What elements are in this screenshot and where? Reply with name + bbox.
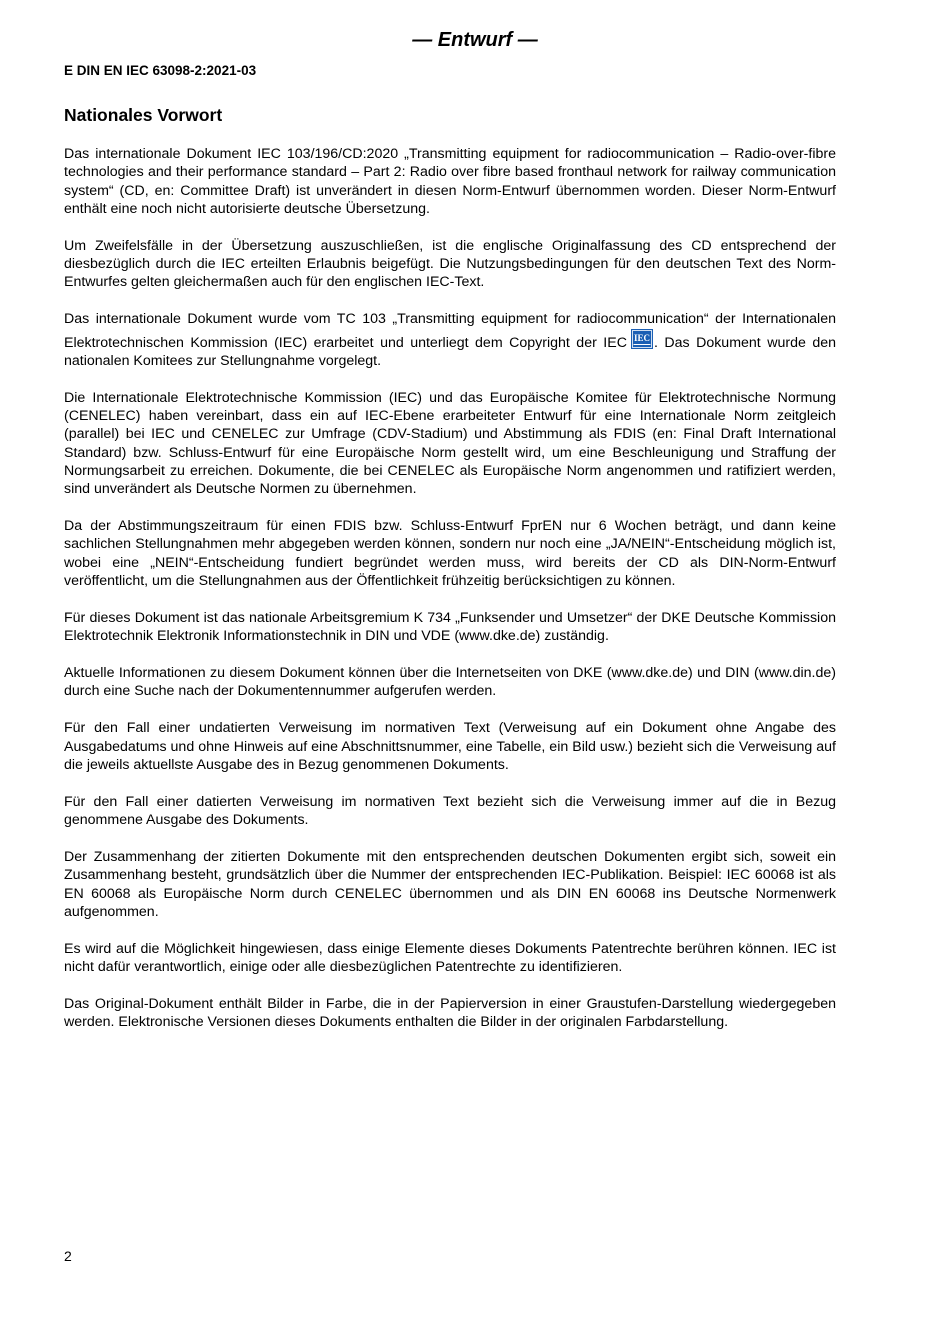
- paragraph-2: Um Zweifelsfälle in der Übersetzung auszuschließen, ist die englische Originalfassung des CD entsprechend der diesbezüglich durch die IEC erteilten Erlaubnis beigefügt. Die Nutzungsbedingungen für den deutschen Text des Norm-Entwurfes gelten gleichermaßen auch für den englischen IEC-Text.: [64, 237, 836, 291]
- paragraph-8: Für den Fall einer undatierten Verweisung im normativen Text (Verweisung auf ein Dokument ohne Angabe des Ausgabedatums und ohne Hinweis auf eine Abschnittsnummer, eine Tabelle, ein Bild usw.) bezieht sich die Verweisung auf die jeweils aktuellste Ausgabe des in Bezug genommenen Dokuments.: [64, 720, 836, 773]
- paragraph-11: Es wird auf die Möglichkeit hingewiesen, dass einige Elemente dieses Dokuments Patentrechte berühren können. IEC ist nicht dafür verantwortlich, einige oder alle diesbezüglichen Patentrechte zu identifizieren.: [64, 940, 836, 976]
- paragraph-12: Das Original-Dokument enthält Bilder in Farbe, die in der Papierversion in einer Graustufen-Darstellung wiedergegeben werden. Elektronische Versionen dieses Dokuments enthalten die Bilder in der originalen Farbdarstellung.: [64, 995, 836, 1031]
- paragraph-1: Das internationale Dokument IEC 103/196/CD:2020 „Transmitting equipment for radiocommunication – Radio-over-fibre technologies and their performance standard – Part 2: Radio over fibre based fronthaul network for railway communication system“ (CD, en: Committee Draft) ist unverändert in diesen Norm-Entwurf übernommen worden. Dieser Norm-Entwurf enthält eine noch nicht autorisierte deutsche Übersetzung.: [64, 146, 836, 217]
- paragraph-10: Der Zusammenhang der zitierten Dokumente mit den entsprechenden deutschen Dokumenten ergibt sich, soweit ein Zusammenhang besteht, grundsätzlich über die Nummer der entsprechenden IEC-Publikation. Beispiel: IEC 60068 ist als EN 60068 als Europäische Norm durch CENELEC übernommen und als DIN EN 60068 ins Deutsche Normenwerk aufgenommen.: [64, 848, 836, 920]
- paragraph-6: Für dieses Dokument ist das nationale Arbeitsgremium K 734 „Funksender und Umsetzer“ der DKE Deutsche Kommission Elektrotechnik Elektronik Informationstechnik in DIN und VDE (www.dke.de) zuständig.: [64, 609, 836, 645]
- draft-banner: — Entwurf —: [412, 29, 538, 51]
- paragraph-3-end: . Das Dokument wurde den nationalen Komitees zur Stellungnahme vorgelegt.: [64, 334, 836, 369]
- paragraph-9: Für den Fall einer datierten Verweisung im normativen Text bezieht sich die Verweisung immer auf die in Bezug genommene Ausgabe des Dokuments.: [64, 793, 836, 829]
- paragraph-3: [64, 310, 836, 370]
- paragraph-3-text: Das internationale Dokument wurde vom TC 103 „Transmitting equipment for radiocommunication“ der Internationalen Elektrotechnischen Kommission (IEC) erarbeitet und unterliegt dem Copyright der IEC: [64, 311, 836, 351]
- iec-logo-icon: [631, 329, 653, 349]
- section-title: Nationales Vorwort: [64, 105, 223, 125]
- page-number: 2: [64, 1248, 72, 1264]
- document-number: E DIN EN IEC 63098-2:2021-03: [64, 63, 257, 78]
- paragraph-5: Da der Abstimmungszeitraum für einen FDIS bzw. Schluss-Entwurf FprEN nur 6 Wochen beträgt, und dann keine sachlichen Stellungnahmen mehr abgegeben werden können, sondern nur noch eine „JA/NEIN“-Entscheidung möglich ist, wobei eine „NEIN“-Entscheidung fundiert begründet werden muss, wird bereits der CD als DIN-Norm-Entwurf veröffentlicht, um die Stellungnahmen aus der Öffentlichkeit frühzeitig berücksichtigen zu können.: [64, 518, 836, 590]
- body-text: [64, 145, 836, 1050]
- paragraph-4: Die Internationale Elektrotechnische Kommission (IEC) und das Europäische Komitee für Elektrotechnische Normung (CENELEC) haben vereinbart, dass ein auf IEC-Ebene erarbeiteter Entwurf für eine Internationale Norm zeitgleich (parallel) bei IEC und CENELEC zur Umfrage (CDV-Stadium) und Abstimmung als FDIS (en: Final Draft International Standard) bzw. Schluss-Entwurf für eine Europäische Norm gestellt wird, um eine Beschleunigung und Straffung der Normungsarbeit zu erreichen. Dokumente, die bei CENELEC als Europäische Norm angenommen und ratifiziert werden, sind unverändert als Deutsche Normen zu übernehmen.: [64, 389, 836, 498]
- iec-logo-text: IEC: [633, 332, 650, 343]
- paragraph-7: Aktuelle Informationen zu diesem Dokument können über die Internetseiten von DKE (www.dke.de) und DIN (www.din.de) durch eine Suche nach der Dokumentennummer aufgerufen werden.: [64, 665, 836, 700]
